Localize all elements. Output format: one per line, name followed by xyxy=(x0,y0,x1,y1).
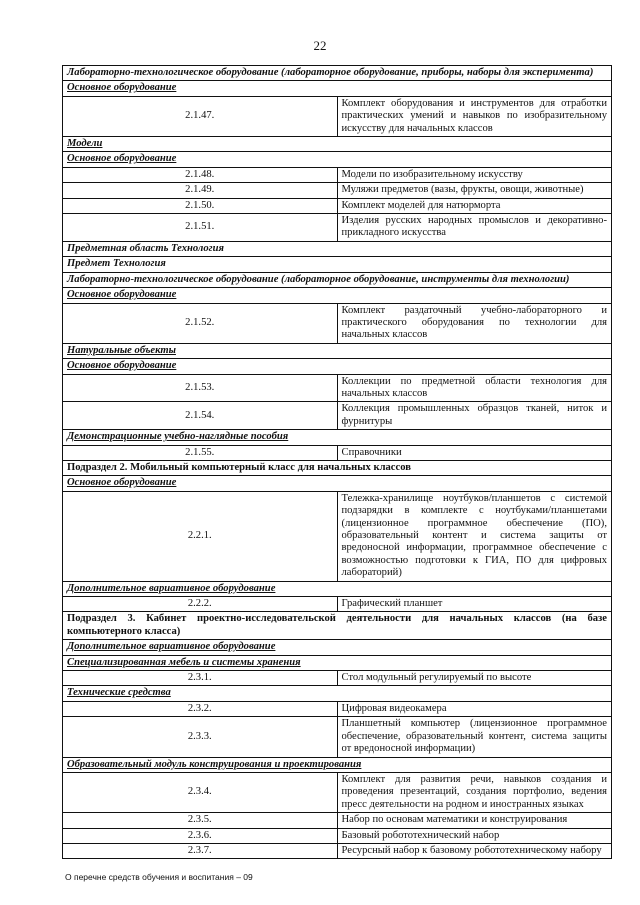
section-heading: Лабораторно-технологическое оборудование (лабораторное оборудование, приборы, наборы для эксперимента) xyxy=(63,66,612,81)
section-heading-row xyxy=(63,257,612,272)
footer-note: О перечне средств обучения и воспитания – 09 xyxy=(65,872,253,882)
table-row xyxy=(63,374,612,402)
section-heading-row xyxy=(63,272,612,287)
item-description: Графический планшет xyxy=(337,597,612,612)
section-heading-row xyxy=(63,460,612,475)
item-description: Тележка-хранилище ноутбуков/планшетов с системой подзарядки в комплекте с ноутбуками/планшетами (лицензионное программное обеспечение (ПО), образовательный контент и система защиты от вредоносной информации, программное обеспечение с возможностью подготовки к ГИА, ПО для цифровых лабораторий) xyxy=(337,491,612,581)
item-number: 2.3.4. xyxy=(63,772,338,812)
section-heading: Основное оборудование xyxy=(63,359,612,374)
section-heading-row xyxy=(63,476,612,491)
item-number: 2.1.47. xyxy=(63,96,338,136)
item-number: 2.1.48. xyxy=(63,167,338,182)
item-number: 2.1.50. xyxy=(63,198,338,213)
item-description: Стол модульный регулируемый по высоте xyxy=(337,671,612,686)
item-number: 2.1.52. xyxy=(63,303,338,343)
table-row xyxy=(63,214,612,242)
section-heading: Подраздел 3. Кабинет проектно-исследовательской деятельности для начальных классов (на базе компьютерного класса) xyxy=(63,612,612,640)
section-heading-row xyxy=(63,581,612,596)
table-row xyxy=(63,198,612,213)
item-number: 2.3.7. xyxy=(63,843,338,858)
item-description: Набор по основам математики и конструирования xyxy=(337,813,612,828)
item-number: 2.3.1. xyxy=(63,671,338,686)
item-number: 2.1.49. xyxy=(63,183,338,198)
section-heading: Демонстрационные учебно-наглядные пособия xyxy=(63,430,612,445)
section-heading-row xyxy=(63,137,612,152)
section-heading: Основное оборудование xyxy=(63,476,612,491)
section-heading-row xyxy=(63,66,612,81)
section-heading-row xyxy=(63,343,612,358)
table-row xyxy=(63,701,612,716)
item-description: Ресурсный набор к базовому робототехническому набору xyxy=(337,843,612,858)
item-number: 2.1.53. xyxy=(63,374,338,402)
section-heading: Модели xyxy=(63,137,612,152)
section-heading: Предметная область Технология xyxy=(63,241,612,256)
section-heading: Лабораторно-технологическое оборудование (лабораторное оборудование, инструменты для технологии) xyxy=(63,272,612,287)
item-description: Комплект моделей для натюрморта xyxy=(337,198,612,213)
section-heading-row xyxy=(63,288,612,303)
item-number: 2.3.3. xyxy=(63,717,338,757)
table-row xyxy=(63,772,612,812)
table-row xyxy=(63,402,612,430)
section-heading: Дополнительное вариативное оборудование xyxy=(63,640,612,655)
section-heading: Основное оборудование xyxy=(63,81,612,96)
item-description: Комплект оборудования и инструментов для отработки практических умений и навыков по изобразительному искусству для начальных классов xyxy=(337,96,612,136)
section-heading-row xyxy=(63,430,612,445)
section-heading: Основное оборудование xyxy=(63,152,612,167)
item-description: Модели по изобразительному искусству xyxy=(337,167,612,182)
item-description: Комплект раздаточный учебно-лабораторного и практического оборудования по технологии для начальных классов xyxy=(337,303,612,343)
section-heading-row xyxy=(63,241,612,256)
item-number: 2.1.55. xyxy=(63,445,338,460)
table-row xyxy=(63,303,612,343)
item-number: 2.3.5. xyxy=(63,813,338,828)
table-row xyxy=(63,167,612,182)
section-heading: Основное оборудование xyxy=(63,288,612,303)
section-heading: Специализированная мебель и системы хранения xyxy=(63,655,612,670)
item-number: 2.2.1. xyxy=(63,491,338,581)
section-heading: Натуральные объекты xyxy=(63,343,612,358)
table-row xyxy=(63,813,612,828)
page-number: 22 xyxy=(313,38,327,53)
section-heading-row xyxy=(63,757,612,772)
section-heading-row xyxy=(63,612,612,640)
item-description: Муляжи предметов (вазы, фрукты, овощи, животные) xyxy=(337,183,612,198)
table-row xyxy=(63,717,612,757)
table-row xyxy=(63,183,612,198)
section-heading: Дополнительное вариативное оборудование xyxy=(63,581,612,596)
section-heading-row xyxy=(63,359,612,374)
item-number: 2.3.2. xyxy=(63,701,338,716)
section-heading-row xyxy=(63,152,612,167)
section-heading-row xyxy=(63,686,612,701)
table-row xyxy=(63,491,612,581)
item-description: Коллекция промышленных образцов тканей, ниток и фурнитуры xyxy=(337,402,612,430)
section-heading: Предмет Технология xyxy=(63,257,612,272)
item-number: 2.3.6. xyxy=(63,828,338,843)
item-description: Цифровая видеокамера xyxy=(337,701,612,716)
item-description: Планшетный компьютер (лицензионное программное обеспечение, образовательный контент, система защиты от вредоносной информации) xyxy=(337,717,612,757)
section-heading: Технические средства xyxy=(63,686,612,701)
section-heading-row xyxy=(63,81,612,96)
section-heading: Образовательный модуль конструирования и проектирования xyxy=(63,757,612,772)
item-description: Комплект для развития речи, навыков создания и проведения презентаций, создания портфолио, ведения пресс деятельности на родном и иностранных языках xyxy=(337,772,612,812)
section-heading-row xyxy=(63,640,612,655)
table-row xyxy=(63,671,612,686)
table-row xyxy=(63,828,612,843)
equipment-table-body xyxy=(63,66,612,859)
item-number: 2.1.51. xyxy=(63,214,338,242)
item-description: Изделия русских народных промыслов и декоративно-прикладного искусства xyxy=(337,214,612,242)
item-description: Коллекции по предметной области технология для начальных классов xyxy=(337,374,612,402)
item-description: Справочники xyxy=(337,445,612,460)
item-number: 2.1.54. xyxy=(63,402,338,430)
table-row xyxy=(63,445,612,460)
section-heading: Подраздел 2. Мобильный компьютерный класс для начальных классов xyxy=(63,460,612,475)
table-row xyxy=(63,96,612,136)
section-heading-row xyxy=(63,655,612,670)
equipment-table xyxy=(62,65,612,859)
item-number: 2.2.2. xyxy=(63,597,338,612)
item-description: Базовый робототехнический набор xyxy=(337,828,612,843)
table-row xyxy=(63,597,612,612)
table-row xyxy=(63,843,612,858)
